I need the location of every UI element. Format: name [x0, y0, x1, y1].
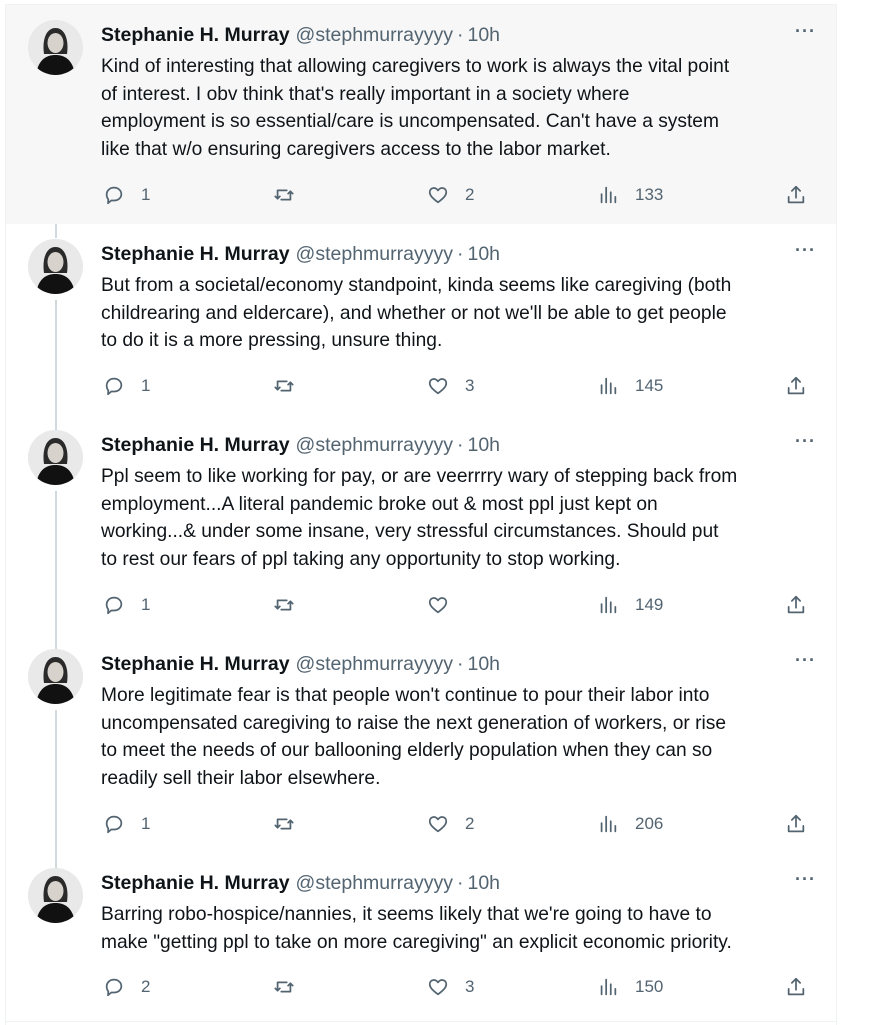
retweet-button[interactable] [273, 182, 311, 208]
tweet-text [101, 463, 819, 574]
views-button[interactable] [597, 373, 663, 399]
like-button[interactable] [427, 811, 474, 837]
share-button[interactable] [785, 974, 807, 1000]
tweet-text-line: More legitimate fear is that people won't continue to pour their labor into [101, 685, 710, 706]
views-button[interactable] [597, 182, 663, 208]
tweet-text-line: Ppl seem to like working for pay, or are veerrrry wary of stepping back from [101, 466, 738, 487]
tweet-actions [101, 182, 819, 208]
share-button[interactable] [785, 592, 807, 618]
tweet-header [101, 23, 816, 47]
reply-button[interactable] [103, 373, 150, 399]
avatar[interactable] [28, 430, 83, 485]
reply-count: 1 [141, 595, 151, 614]
views-button[interactable] [597, 811, 663, 837]
tweet[interactable] [6, 634, 836, 853]
separator-dot: · [456, 871, 464, 894]
retweet-icon [273, 594, 295, 616]
tweet-header [101, 433, 816, 457]
like-button[interactable] [427, 974, 474, 1000]
tweet-text [101, 901, 819, 956]
heart-icon [427, 813, 449, 835]
retweet-icon [273, 976, 295, 998]
tweet-text-line: childrearing and eldercare), and whether or not we'll be able to get people [101, 302, 727, 324]
reply-count: 2 [141, 977, 151, 996]
author-name[interactable]: Stephanie H. Murray [101, 871, 290, 894]
author-name[interactable]: Stephanie H. Murray [101, 23, 290, 46]
tweet-text [101, 53, 819, 164]
more-icon[interactable]: ··· [795, 650, 816, 670]
more-icon[interactable]: ··· [795, 869, 816, 889]
more-icon[interactable]: ··· [795, 240, 816, 260]
views-chart-icon [597, 976, 619, 998]
share-icon [785, 813, 807, 835]
tweet[interactable] [6, 853, 836, 1021]
reply-icon [103, 375, 125, 397]
tweet-text-line: make "getting ppl to take on more caregiving" an explicit economic priority. [101, 931, 732, 953]
retweet-button[interactable] [273, 592, 311, 618]
tweet[interactable] [6, 415, 836, 634]
retweet-button[interactable] [273, 811, 311, 837]
share-button[interactable] [785, 182, 807, 208]
tweet[interactable] [6, 224, 836, 415]
tweet-text-line: of interest. I obv think that's really important in a society where [101, 83, 630, 105]
avatar[interactable] [28, 649, 83, 704]
tweet-text-line: Barring robo-hospice/nannies, it seems likely that we're going to have to [101, 904, 712, 925]
author-handle[interactable]: @stephmurrayyyy [295, 871, 453, 894]
tweet-text-line: employment...A literal pandemic broke out & most ppl just kept on [101, 493, 658, 515]
timestamp[interactable]: 10h [467, 23, 501, 46]
share-button[interactable] [785, 373, 807, 399]
views-chart-icon [597, 375, 619, 397]
heart-icon [427, 184, 449, 206]
tweet-header [101, 652, 816, 676]
author-name[interactable]: Stephanie H. Murray [101, 652, 290, 675]
reply-button[interactable] [103, 592, 150, 618]
tweet-text-line: to meet the needs of our ballooning elderly population when they can so [101, 740, 713, 762]
tweet-text [101, 272, 819, 355]
timestamp[interactable]: 10h [467, 871, 501, 894]
more-icon[interactable]: ··· [795, 21, 816, 41]
retweet-icon [273, 813, 295, 835]
reply-icon [103, 976, 125, 998]
like-count: 3 [465, 977, 475, 996]
reply-count: 1 [141, 814, 151, 833]
like-button[interactable] [427, 592, 465, 618]
separator-dot: · [456, 23, 464, 46]
views-count: 149 [635, 595, 664, 614]
tweet-text-line: employment is so essential/care is uncompensated. Can't have a system [101, 111, 719, 133]
tweet-actions [101, 811, 819, 837]
reply-button[interactable] [103, 811, 150, 837]
tweet-text-line: like that w/o ensuring caregivers access to the labor market. [101, 139, 611, 161]
divider [6, 1021, 836, 1022]
author-handle[interactable]: @stephmurrayyyy [295, 652, 453, 675]
views-count: 133 [635, 185, 664, 204]
avatar[interactable] [28, 868, 83, 923]
tweet[interactable] [6, 5, 836, 224]
tweet-text-line: to do it is a more pressing, unsure thing. [101, 330, 443, 352]
tweet-text-line: But from a societal/economy standpoint, kinda seems like caregiving (both [101, 275, 732, 296]
tweet-text [101, 682, 819, 793]
author-handle[interactable]: @stephmurrayyyy [295, 433, 453, 456]
separator-dot: · [456, 433, 464, 456]
heart-icon [427, 976, 449, 998]
retweet-icon [273, 375, 295, 397]
tweet-header [101, 871, 816, 895]
author-name[interactable]: Stephanie H. Murray [101, 433, 290, 456]
like-count: 2 [465, 814, 475, 833]
views-button[interactable] [597, 592, 663, 618]
views-count: 206 [635, 814, 664, 833]
views-button[interactable] [597, 974, 663, 1000]
tweet-header [101, 242, 816, 266]
heart-icon [427, 594, 449, 616]
avatar[interactable] [28, 20, 83, 75]
reply-icon [103, 184, 125, 206]
like-button[interactable] [427, 373, 474, 399]
retweet-icon [273, 184, 295, 206]
separator-dot: · [456, 652, 464, 675]
views-count: 145 [635, 376, 664, 395]
share-icon [785, 976, 807, 998]
tweet-actions [101, 592, 819, 618]
reply-count: 1 [141, 185, 151, 204]
more-icon[interactable]: ··· [795, 431, 816, 451]
share-button[interactable] [785, 811, 807, 837]
tweet-actions [101, 373, 819, 399]
tweet-text-line: to rest our fears of ppl taking any opportunity to stop working. [101, 549, 621, 571]
share-icon [785, 375, 807, 397]
tweet-text-line: Kind of interesting that allowing caregivers to work is always the vital point [101, 56, 730, 77]
author-handle[interactable]: @stephmurrayyyy [295, 242, 453, 265]
share-icon [785, 594, 807, 616]
separator-dot: · [456, 242, 464, 265]
views-count: 150 [635, 977, 664, 996]
tweet-text-line: working...& under some insane, very stressful circumstances. Should put [101, 521, 719, 543]
reply-button[interactable] [103, 974, 150, 1000]
like-count: 2 [465, 185, 475, 204]
reply-icon [103, 813, 125, 835]
author-handle[interactable]: @stephmurrayyyy [295, 23, 453, 46]
like-count: 3 [465, 376, 475, 395]
tweet-actions [101, 974, 819, 1000]
tweet-text-line: uncompensated caregiving to raise the next generation of workers, or rise [101, 712, 726, 734]
like-button[interactable] [427, 182, 474, 208]
author-name[interactable]: Stephanie H. Murray [101, 242, 290, 265]
tweet-text-line: readily sell their labor elsewhere. [101, 768, 381, 790]
reply-icon [103, 594, 125, 616]
reply-button[interactable] [103, 182, 150, 208]
avatar[interactable] [28, 239, 83, 294]
retweet-button[interactable] [273, 373, 311, 399]
timestamp[interactable]: 10h [467, 652, 501, 675]
heart-icon [427, 375, 449, 397]
views-chart-icon [597, 184, 619, 206]
views-chart-icon [597, 594, 619, 616]
timestamp[interactable]: 10h [467, 433, 501, 456]
views-chart-icon [597, 813, 619, 835]
timestamp[interactable]: 10h [467, 242, 501, 265]
share-icon [785, 184, 807, 206]
retweet-button[interactable] [273, 974, 311, 1000]
tweet-thread [5, 4, 837, 1025]
reply-count: 1 [141, 376, 151, 395]
